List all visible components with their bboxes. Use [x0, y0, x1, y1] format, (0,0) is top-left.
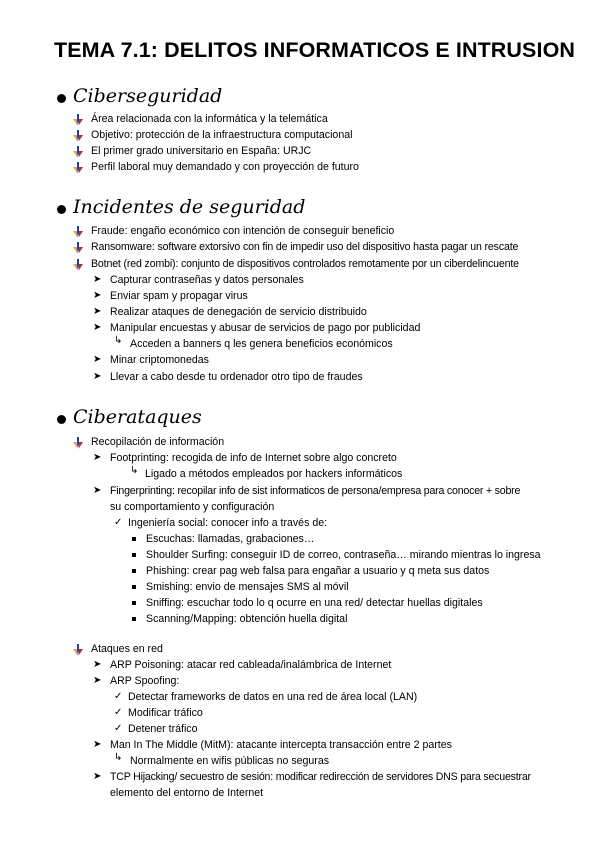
list-item: Escuchas: llamadas, grabaciones…	[146, 533, 315, 545]
round-bullet-icon	[57, 94, 66, 103]
list-item: ARP Spoofing:	[110, 675, 180, 687]
note-text: Normalmente en wifis públicas no seguras	[130, 755, 330, 767]
down-arrow-bullet-icon	[73, 436, 83, 448]
down-arrow-bullet-icon	[73, 129, 83, 141]
list-item: Shoulder Surfing: conseguir ID de correo, contraseña… mirando mientras lo ingresa	[146, 549, 541, 561]
arrowhead-icon: ➤	[93, 306, 102, 317]
list-item-continuation: su comportamiento y configuración	[110, 501, 275, 513]
list-item: Ataques en red	[91, 643, 163, 655]
square-bullet-icon	[132, 553, 136, 557]
list-item: Recopilación de información	[91, 436, 225, 448]
square-bullet-icon	[132, 617, 136, 621]
arrowhead-icon: ➤	[93, 659, 102, 670]
section-title: Ciberseguridad	[73, 85, 223, 107]
section-title: Ciberataques	[73, 406, 202, 428]
list-item: Detener tráfico	[128, 723, 198, 735]
list-item: TCP Hijacking/ secuestro de sesión: modificar redirección de servidores DNS para secuestrar	[110, 771, 531, 783]
list-item: Minar criptomonedas	[110, 354, 209, 366]
list-item: Manipular encuestas y abusar de servicios de pago por publicidad	[110, 322, 421, 334]
list-item: Capturar contraseñas y datos personales	[110, 274, 304, 286]
down-arrow-bullet-icon	[73, 161, 83, 173]
list-item: Modificar tráfico	[128, 707, 203, 719]
note-text: Acceden a banners q les genera beneficios económicos	[130, 338, 393, 350]
list-item: Enviar spam y propagar virus	[110, 290, 248, 302]
arrowhead-icon: ➤	[93, 675, 102, 686]
elbow-arrow-icon: ↳	[114, 335, 123, 346]
checkmark-icon: ✓	[114, 691, 123, 702]
note-text: Ligado a métodos empleados por hackers informáticos	[145, 468, 403, 480]
round-bullet-icon	[57, 415, 66, 424]
list-item: Objetivo: protección de la infraestructura computacional	[91, 129, 353, 141]
elbow-arrow-icon: ↳	[130, 465, 139, 476]
list-item: Phishing: crear pag web falsa para engañar a usuario y q meta sus datos	[146, 565, 490, 577]
section-title: Incidentes de seguridad	[73, 196, 306, 218]
list-item: Sniffing: escuchar todo lo q ocurre en una red/ detectar huellas digitales	[146, 597, 483, 609]
square-bullet-icon	[132, 569, 136, 573]
round-bullet-icon	[57, 205, 66, 214]
arrowhead-icon: ➤	[93, 354, 102, 365]
list-item: Detectar frameworks de datos en una red de área local (LAN)	[128, 691, 418, 703]
list-item: Fraude: engaño económico con intención de conseguir beneficio	[91, 225, 395, 237]
arrowhead-icon: ➤	[93, 371, 102, 382]
list-item: Smishing: envio de mensajes SMS al móvil	[146, 581, 349, 593]
arrowhead-icon: ➤	[93, 452, 102, 463]
list-item: Ingeniería social: conocer info a través de:	[128, 517, 328, 529]
list-item: Área relacionada con la informática y la telemática	[91, 113, 328, 125]
down-arrow-bullet-icon	[73, 258, 83, 270]
arrowhead-icon: ➤	[93, 322, 102, 333]
down-arrow-bullet-icon	[73, 113, 83, 125]
list-item: ARP Poisoning: atacar red cableada/inalámbrica de Internet	[110, 659, 392, 671]
down-arrow-bullet-icon	[73, 643, 83, 655]
list-item: Fingerprinting: recopilar info de sist informaticos de persona/empresa para conocer + sobre	[110, 485, 521, 497]
list-item: Perfil laboral muy demandado y con proyección de futuro	[91, 161, 359, 173]
down-arrow-bullet-icon	[73, 241, 83, 253]
arrowhead-icon: ➤	[93, 739, 102, 750]
down-arrow-bullet-icon	[73, 225, 83, 237]
arrowhead-icon: ➤	[93, 290, 102, 301]
arrowhead-icon: ➤	[93, 485, 102, 496]
list-item: El primer grado universitario en España: URJC	[91, 145, 312, 157]
elbow-arrow-icon: ↳	[114, 752, 123, 763]
arrowhead-icon: ➤	[93, 274, 102, 285]
checkmark-icon: ✓	[114, 723, 123, 734]
arrowhead-icon: ➤	[93, 771, 102, 782]
page-title: TEMA 7.1: DELITOS INFORMATICOS E INTRUSION	[54, 38, 576, 62]
list-item: Llevar a cabo desde tu ordenador otro tipo de fraudes	[110, 371, 363, 383]
list-item: Scanning/Mapping: obtención huella digital	[146, 613, 348, 625]
list-item: Realizar ataques de denegación de servicio distribuido	[110, 306, 367, 318]
checkmark-icon: ✓	[114, 707, 123, 718]
square-bullet-icon	[132, 537, 136, 541]
checkmark-icon: ✓	[114, 517, 123, 528]
list-item: Man In The Middle (MitM): atacante intercepta transacción entre 2 partes	[110, 739, 452, 751]
down-arrow-bullet-icon	[73, 145, 83, 157]
list-item: Footprinting: recogida de info de Internet sobre algo concreto	[110, 452, 397, 464]
list-item: Botnet (red zombi): conjunto de dispositivos controlados remotamente por un ciberdelincuente	[91, 258, 519, 270]
square-bullet-icon	[132, 585, 136, 589]
square-bullet-icon	[132, 601, 136, 605]
list-item: Ransomware: software extorsivo con fin de impedir uso del dispositivo hasta pagar un rescate	[91, 241, 519, 253]
list-item-continuation: elemento del entorno de Internet	[110, 787, 264, 799]
